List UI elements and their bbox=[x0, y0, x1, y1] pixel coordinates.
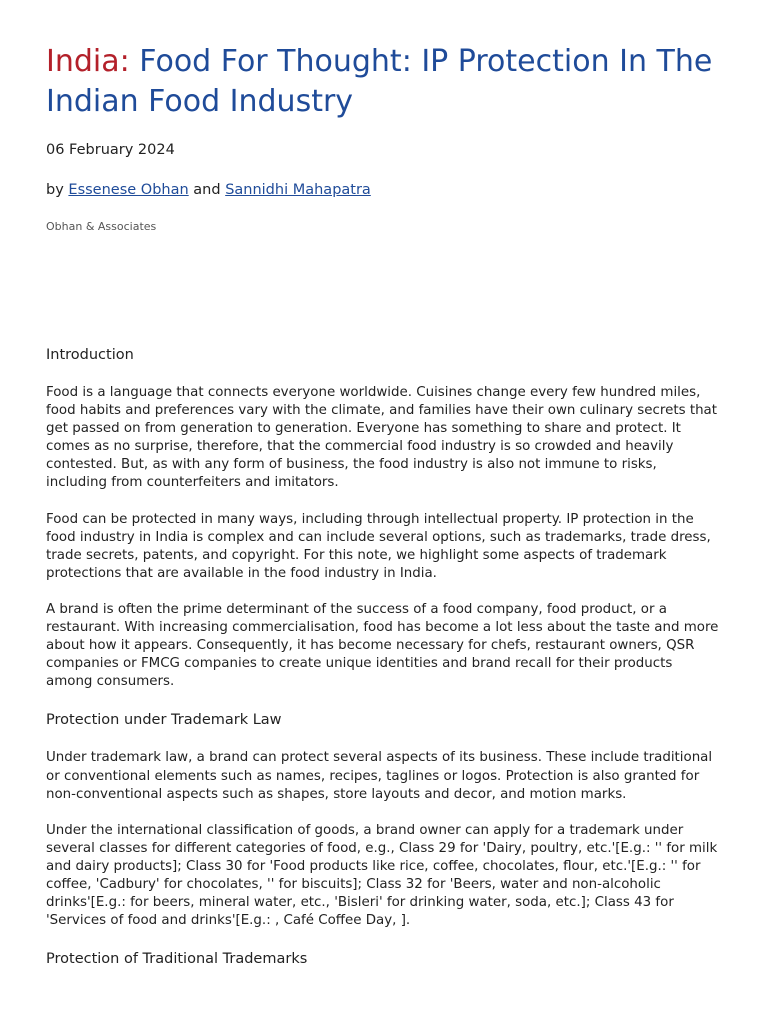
paragraph: Food is a language that connects everyone worldwide. Cuisines change every few hundred miles, food habits and preferences vary with the climate, and families have their own culinary secrets that get passed on from generation to generation. Everyone has something to share and protect. It comes as no surprise, therefore, that the commercial food industry is so crowded and heavily contested. But, as with any form of business, the food industry is also not immune to risks, including from counterfeiters and imitators. bbox=[46, 385, 718, 491]
byline-join: and bbox=[193, 182, 221, 198]
section-heading-introduction: Introduction bbox=[46, 347, 134, 363]
author-link-mahapatra[interactable]: Sannidhi Mahapatra bbox=[225, 182, 371, 198]
paragraph: A brand is often the prime determinant of the success of a food company, food product, or a restaurant. With increasing commercialisation, food has become a lot less about the taste and more about how it appears. Consequently, it has become necessary for chefs, restaurant owners, QSR companies or FMCG companies to create unique identities and brand recall for their products among consumers. bbox=[46, 601, 719, 690]
section-heading-traditional-trademarks: Protection of Traditional Trademarks bbox=[46, 951, 308, 968]
firm-name: Obhan & Associates bbox=[46, 220, 157, 233]
article-title bbox=[46, 42, 722, 122]
paragraph: Food can be protected in many ways, including through intellectual property. IP protection in the food industry in India is complex and can include several options, such as trademarks, trade dress, trade secrets, patents, and copyright. For this note, we highlight some aspects of trademark protections that are available in the food industry in India. bbox=[46, 511, 711, 581]
country-label[interactable]: India: bbox=[46, 44, 130, 79]
publish-date: 06 February 2024 bbox=[46, 142, 175, 158]
paragraph: Under trademark law, a brand can protect several aspects of its business. These include traditional or conventional elements such as names, recipes, taglines or logos. Protection is also granted for non-conventional aspects such as shapes, store layouts and decor, and motion marks. bbox=[46, 750, 713, 802]
byline bbox=[46, 180, 371, 200]
paragraph: Under the international classification of goods, a brand owner can apply for a trademark under several classes for different categories of food, e.g., Class 29 for 'Dairy, poultry, etc.'[E.g.: '' for milk and dairy products]; Class 30 for 'Food products like rice, coffee, chocolates, flour, etc.'[E.g.: '' for coffee, 'Cadbury' for chocolates, '' for biscuits]; Class 32 for 'Beers, water and non-alcoholic drinks'[E.g.: for beers, mineral water, etc., 'Bisleri' for drinking water, soda, etc.]; Class 43 for 'Services of food and drinks'[E.g.: , Café Coffee Day, ]. bbox=[46, 822, 718, 929]
section-heading-trademark-law: Protection under Trademark Law bbox=[46, 712, 282, 729]
article-body bbox=[46, 344, 722, 988]
byline-prefix: by bbox=[46, 182, 64, 198]
author-link-obhan[interactable]: Essenese Obhan bbox=[68, 182, 189, 198]
title-text: Food For Thought: IP Protection In The Indian Food Industry bbox=[46, 44, 713, 119]
